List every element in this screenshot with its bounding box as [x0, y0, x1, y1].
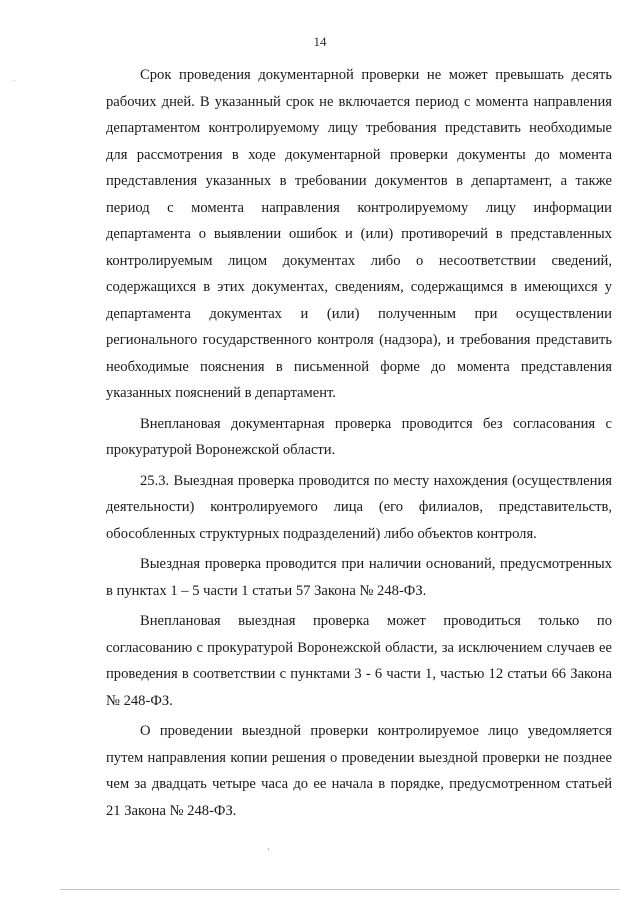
document-body [106, 62, 612, 828]
paragraph-documentary-check-term: Срок проведения документарной проверки не может превышать десять рабочих дней. В указанный срок не включается период с момента направления департаментом контролируемому лицу требования представить необходимые для рассмотрения в ходе документарной проверки документы до момента представления указанных в требовании документов в департамент, а также период с момента направления контролируемому лицу информации департамента о выявлении ошибок и (или) противоречий в представленных контролируемым лицом документах либо о несоответствии сведений, содержащихся в этих документах, сведениям, содержащимся в имеющихся у департамента документах и (или) полученным при осуществлении регионального государственного контроля (надзора), и требования представить необходимые пояснения в письменной форме до момента представления указанных пояснений в департамент. [106, 67, 612, 401]
paragraph-unscheduled-onsite-check: Внеплановая выездная проверка может проводиться только по согласованию с прокуратурой Воронежской области, за исключением случаев ее проведения в соответствии с пунктами 3 - 6 части 1, частью 12 статьи 66 Закона № 248-ФЗ. [106, 613, 612, 709]
page-number: 14 [313, 34, 327, 49]
scan-bottom-edge [60, 889, 620, 890]
paragraph-unscheduled-documentary-check: Внеплановая документарная проверка проводится без согласования с прокуратурой Воронежской области. [106, 415, 612, 458]
scan-speck [14, 80, 15, 81]
scan-speck [268, 848, 269, 850]
paragraph-onsite-check-location: 25.3. Выездная проверка проводится по месту нахождения (осуществления деятельности) контролируемого лица (его филиалов, представительств, обособленных структурных подразделений) либо объектов контроля. [106, 472, 612, 542]
paragraph-onsite-check-grounds: Выездная проверка проводится при наличии оснований, предусмотренных в пунктах 1 – 5 части 1 статьи 57 Закона № 248-ФЗ. [106, 556, 612, 599]
paragraph-onsite-check-notification: О проведении выездной проверки контролируемое лицо уведомляется путем направления копии решения о проведении выездной проверки не позднее чем за двадцать четыре часа до ее начала в порядке, предусмотренном статьей 21 Закона № 248-ФЗ. [106, 723, 612, 819]
